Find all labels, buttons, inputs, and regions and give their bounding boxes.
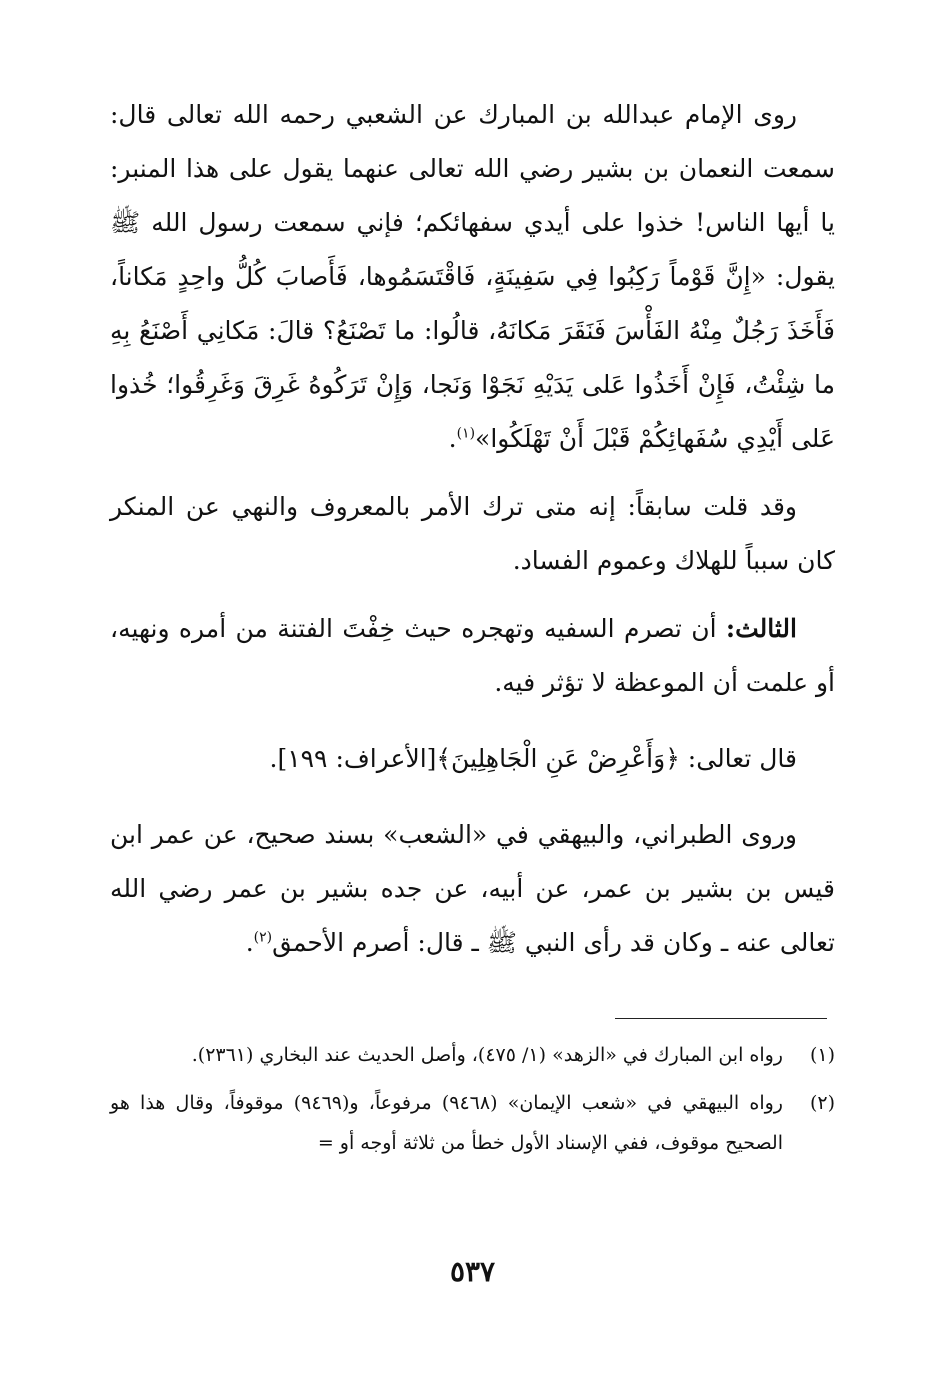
footnote-ref: (١): [456, 425, 476, 442]
footnote-text: رواه ابن المبارك في «الزهد» (١/ ٤٧٥)، وأصل الحديث عند البخاري (٢٣٦١).: [191, 1044, 783, 1066]
footnote-number: (١): [809, 1044, 835, 1066]
paragraph-text: أن تصرم السفيه وتهجره حيث خِفْتَ الفتنة من أمره ونهيه، أو علمت أن الموعظة لا تؤثر فيه.: [110, 614, 835, 697]
paragraph-end: .: [245, 928, 254, 957]
footnote-ref: (٢): [253, 929, 273, 946]
paragraph-text: وروى الطبراني، والبيهقي في «الشعب» بسند صحيح، عن عمر ابن قيس بن بشير بن عمر، عن أبيه، عن جده بشير بن عمر رضي الله تعالى عنه ـ وكان قد رأى النبي ﷺ ـ قال: أصرم الأحمق: [110, 820, 835, 957]
section-lead: الثالث:: [725, 614, 797, 643]
paragraph-text: قال تعالى:: [679, 744, 797, 773]
footnotes: [110, 1035, 835, 1171]
paragraph-text: روى الإمام عبدالله بن المبارك عن الشعبي رحمه الله تعالى قال: سمعت النعمان بن بشير رضي الله تعالى عنهما يقول على هذا المنبر: يا أيها الناس! خذوا على أيدي سفهائكم؛ فإني سمعت رسول الله ﷺ يقول: «إِنَّ قَوْماً رَكِبُوا فِي سَفِينَةٍ، فَاقْتَسَمُوها، فَأَصابَ كُلُّ واحِدٍ مَكاناً، فَأَخَذَ رَجُلٌ مِنْهُ الفَأْسَ فَنَقَرَ مَكانَهُ، قالُوا: ما تَصْنَعُ؟ قالَ: مَكانِي أَصْنَعُ بِهِ ما شِئْتُ، فَإِنْ أَخَذُوا عَلى يَدَيْهِ نَجَوْا وَنَجا، وَإِنْ تَرَكُوهُ غَرِقَ وَغَرِقُوا؛ خُذوا عَلى أَيْدِي سُفَهائِكُمْ قَبْلَ أَنْ تَهْلَكُوا»: [110, 100, 835, 453]
paragraph-comment: وقد قلت سابقاً: إنه متى ترك الأمر بالمعروف والنهي عن المنكر كان سبباً للهلاك وعموم الفساد.: [110, 492, 835, 575]
footnote-item: [110, 1035, 835, 1075]
paragraph-end: .: [448, 424, 457, 453]
verse-citation: [الأعراف: ١٩٩].: [269, 744, 437, 773]
footnote-number: (٢): [809, 1092, 835, 1114]
paragraph-narration: [110, 808, 835, 970]
quran-verse: ﴿وَأَعْرِضْ عَنِ الْجَاهِلِينَ﴾: [436, 744, 680, 773]
page-number: ٥٣٧: [449, 1255, 496, 1288]
paragraph-hadith: [110, 88, 835, 466]
footnote-item: [110, 1083, 835, 1163]
main-text: [110, 88, 835, 970]
paragraph-quran-verse: [110, 732, 835, 786]
paragraph-third-point: [110, 602, 835, 710]
footnote-text: رواه البيهقي في «شعب الإيمان» (٩٤٦٨) مرفوعاً، و(٩٤٦٩) موقوفاً، وقال هذا هو الصحيح موقوف، ففي الإسناد الأول خطأ من ثلاثة أوجه أو =: [110, 1092, 783, 1154]
footnote-divider: [615, 1018, 827, 1019]
